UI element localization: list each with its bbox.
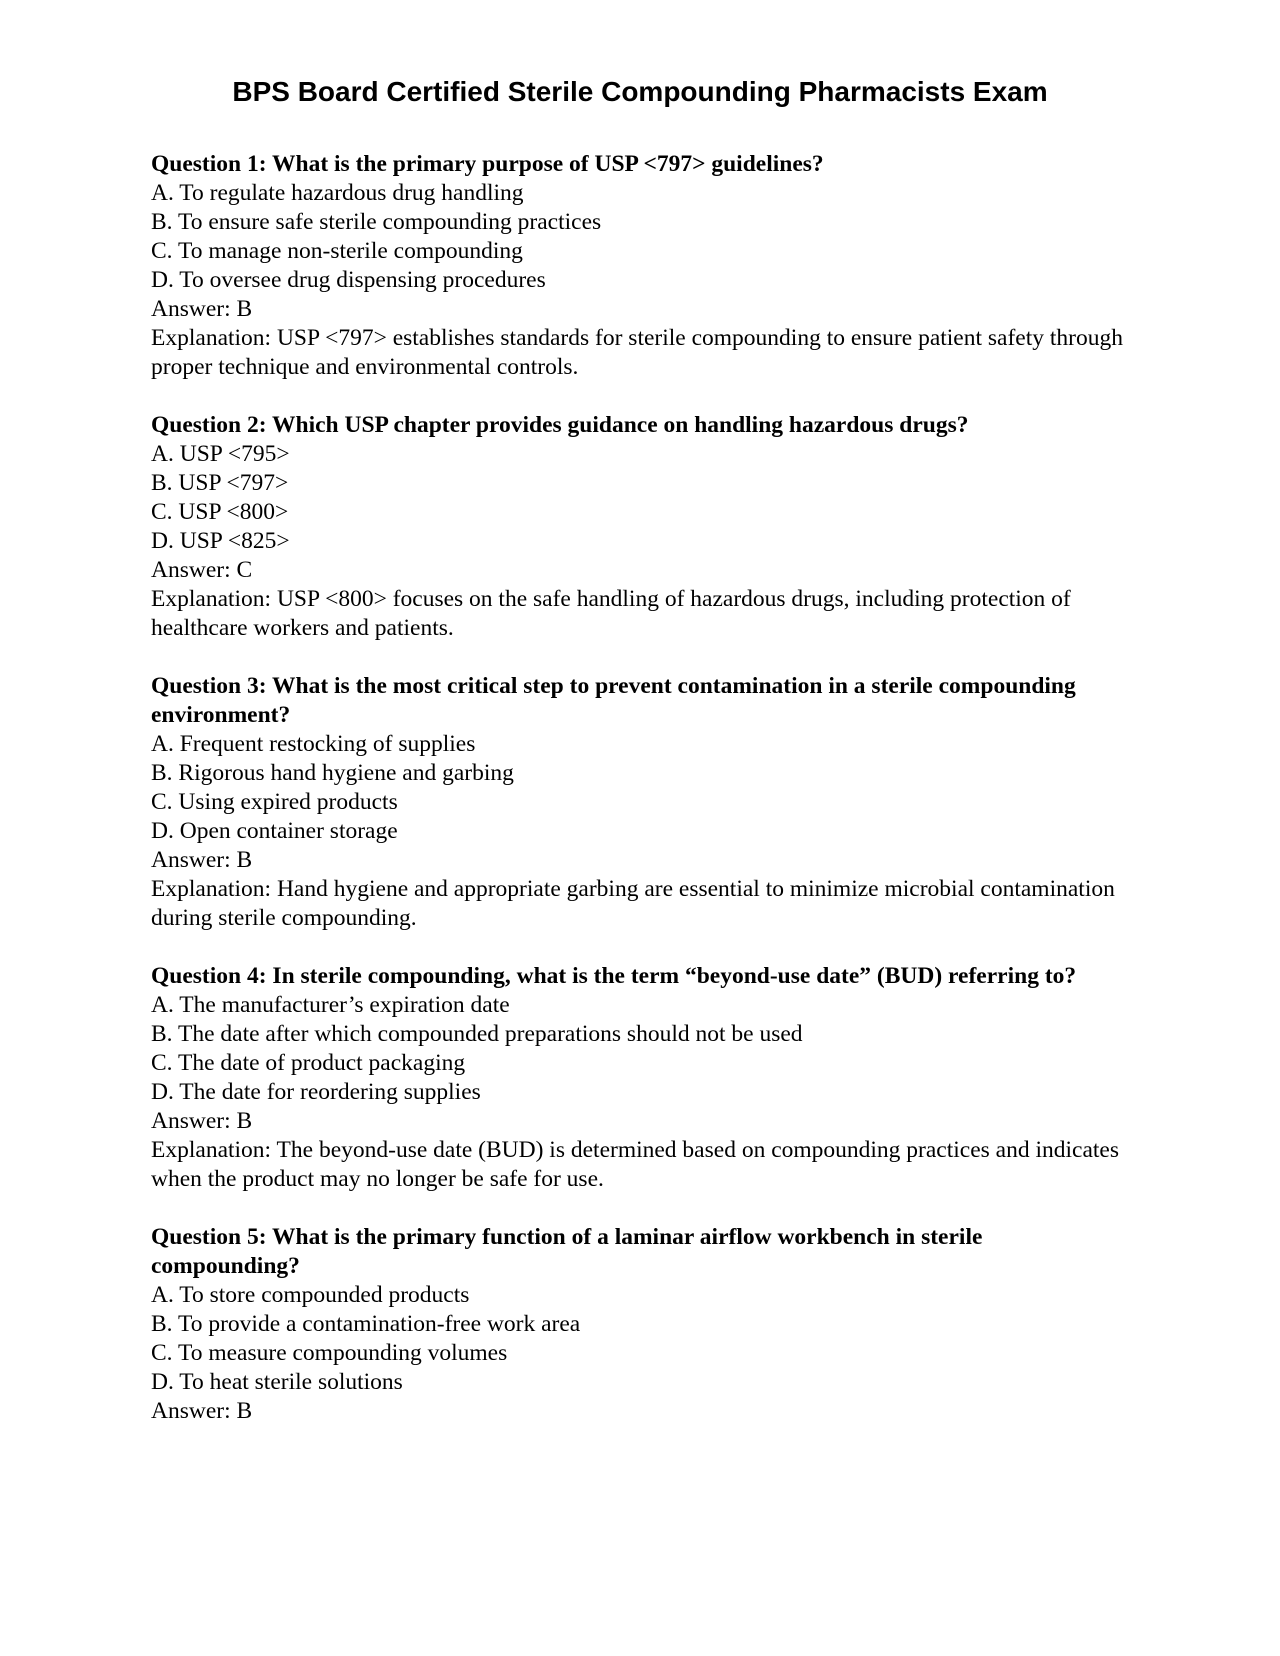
option-b: B. To provide a contamination-free work area (151, 1311, 581, 1337)
option-c: C. To manage non-sterile compounding (151, 238, 523, 264)
question-block-5 (151, 1223, 1126, 1426)
question-text: Question 2: Which USP chapter provides guidance on handling hazardous drugs? (151, 412, 969, 438)
option-d: D. The date for reordering supplies (151, 1079, 481, 1105)
option-c: C. Using expired products (151, 789, 398, 815)
explanation-text: Explanation: The beyond-use date (BUD) is determined based on compounding practices and indicates when the product may no longer be safe for use. (151, 1137, 1120, 1192)
option-c: C. The date of product packaging (151, 1050, 466, 1076)
option-b: B. USP <797> (151, 470, 289, 496)
question-list (151, 150, 1126, 1455)
question-text: Question 1: What is the primary purpose of USP <797> guidelines? (151, 151, 824, 177)
question-block-1 (151, 150, 1126, 382)
answer-text: Answer: B (151, 847, 253, 873)
explanation-text: Explanation: Hand hygiene and appropriate garbing are essential to minimize microbial contamination during sterile compounding. (151, 876, 1115, 931)
document-title: BPS Board Certified Sterile Compounding Pharmacists Exam (232, 76, 1048, 107)
option-b: B. Rigorous hand hygiene and garbing (151, 760, 514, 786)
option-d: D. To oversee drug dispensing procedures (151, 267, 546, 293)
option-a: A. To store compounded products (151, 1282, 470, 1308)
answer-text: Answer: B (151, 296, 253, 322)
option-c: C. To measure compounding volumes (151, 1340, 508, 1366)
option-d: D. To heat sterile solutions (151, 1369, 403, 1395)
question-text: Question 5: What is the primary function of a laminar airflow workbench in sterile compounding? (151, 1224, 983, 1279)
option-b: B. To ensure safe sterile compounding practices (151, 209, 602, 235)
option-d: D. USP <825> (151, 528, 290, 554)
question-block-2 (151, 411, 1126, 643)
question-text: Question 4: In sterile compounding, what is the term “beyond-use date” (BUD) referring to? (151, 963, 1077, 989)
question-block-3 (151, 672, 1126, 933)
option-d: D. Open container storage (151, 818, 398, 844)
option-a: A. The manufacturer’s expiration date (151, 992, 510, 1018)
question-text: Question 3: What is the most critical step to prevent contamination in a sterile compounding environment? (151, 673, 1076, 728)
option-a: A. Frequent restocking of supplies (151, 731, 476, 757)
option-c: C. USP <800> (151, 499, 289, 525)
explanation-text: Explanation: USP <800> focuses on the safe handling of hazardous drugs, including protection of healthcare workers and patients. (151, 586, 1071, 641)
question-block-4 (151, 962, 1126, 1194)
answer-text: Answer: B (151, 1398, 253, 1424)
answer-text: Answer: B (151, 1108, 253, 1134)
option-b: B. The date after which compounded preparations should not be used (151, 1021, 803, 1047)
explanation-text: Explanation: USP <797> establishes standards for sterile compounding to ensure patient safety through proper technique and environmental controls. (151, 325, 1123, 380)
option-a: A. USP <795> (151, 441, 290, 467)
option-a: A. To regulate hazardous drug handling (151, 180, 524, 206)
answer-text: Answer: C (151, 557, 253, 583)
